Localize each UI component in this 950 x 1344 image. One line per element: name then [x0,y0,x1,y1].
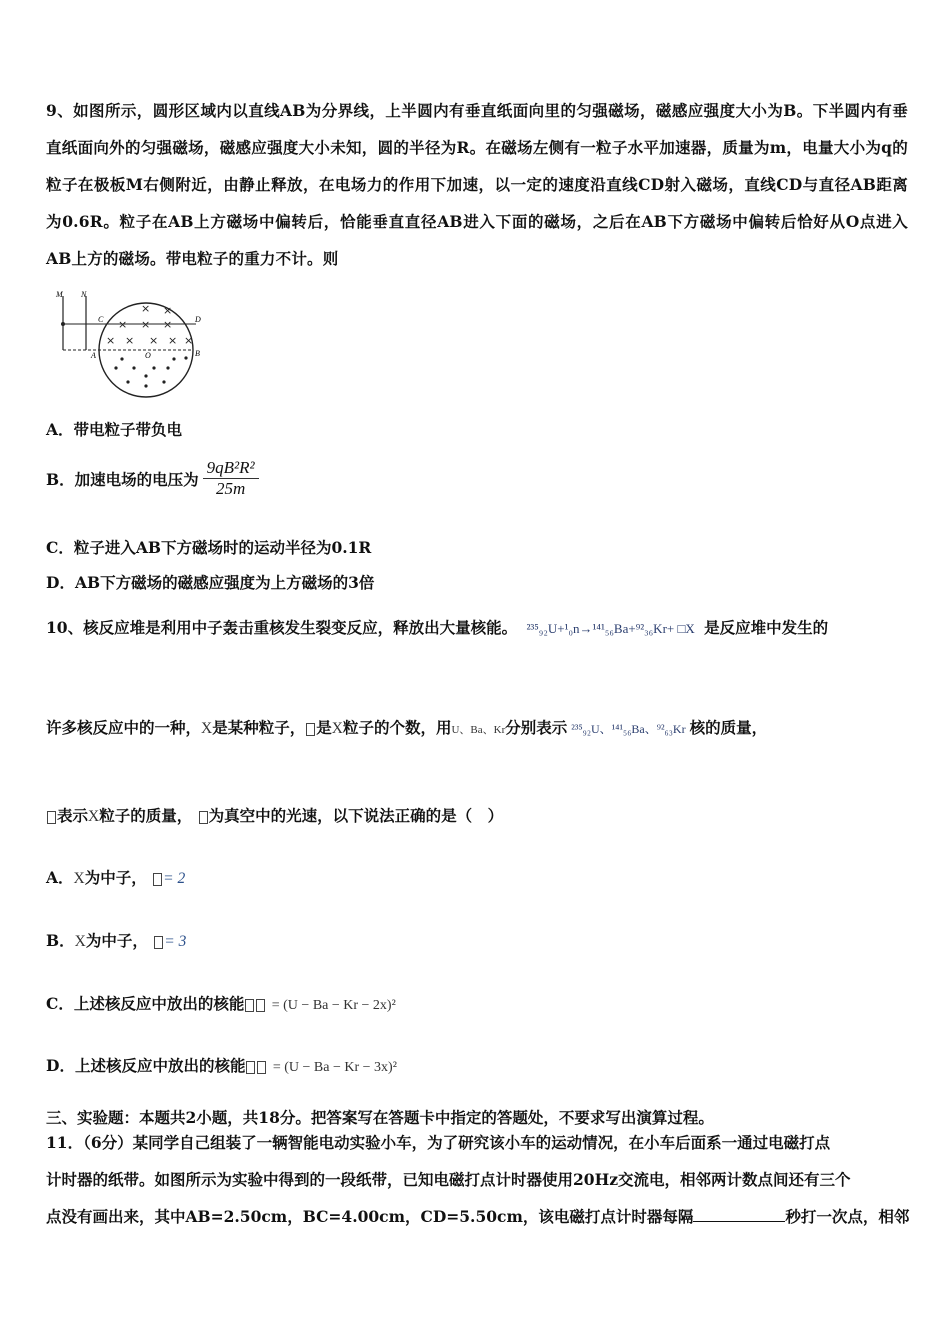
svg-text:×: × [184,334,194,347]
q10-line1 [46,616,828,638]
option-math: = (U − Ba − Kr − 3x)² [272,1060,397,1075]
fraction-denominator: 25m [215,479,246,498]
option-math: = (U − Ba − Kr − 2x)² [271,998,396,1013]
fraction-numerator: 9qB²R² [203,458,259,479]
nuclide-list: ²³⁵₉₂U、¹⁴¹₅₆Ba、⁹²₆₃Kr [571,722,686,736]
placeholder-symbol [246,1061,255,1074]
q10-line1-suffix: 是反应堆中发生的 [704,618,829,637]
nuclear-equation: ²³⁵₉₂U+¹₀n→¹⁴¹₅₆Ba+⁹²₃₆Kr+ □X [526,621,695,636]
section3-header: 三、实验题：本题共2小题，共18分。把答案写在答题卡中指定的答题处，不要求写出演算过程。 [46,1108,714,1127]
svg-text:×: × [149,334,159,347]
svg-text:×: × [168,334,178,347]
q10-line1-text: 10、核反应堆是利用中子轰击重核发生裂变反应，释放出大量核能。 [46,618,518,637]
placeholder-symbol [199,811,208,824]
label-N: N [81,290,87,299]
svg-text:×: × [163,318,173,331]
q10-line2-mid: 是某种粒子， [212,718,306,737]
q10-line3 [46,804,503,826]
placeholder-symbol [256,999,265,1012]
q10-line2-mid4: 分别表示 [505,718,568,737]
q10-line3-b: 粒子的质量， [99,806,193,825]
answer-blank[interactable] [693,1207,785,1222]
option-math: = 3 [164,933,187,950]
q10-line2 [46,716,767,738]
q11-line1: 11．（6分）某同学自己组装了一辆智能电动实验小车，为了研究该小车的运动情况，在小车后面系一通过电磁打点 [46,1133,831,1152]
label-C: C [98,315,104,324]
field-out-of-page-marks [114,356,187,387]
mass-symbols: U、Ba、Kr [451,724,506,736]
option-text: 为中子， [85,931,148,950]
q9-option-a: A．带电粒子带负电 [46,420,183,439]
magnetic-field-figure [46,284,216,404]
label-D: D [195,315,201,324]
symbol-x-3: X [88,808,100,825]
option-text: D．上述核反应中放出的核能 [46,1056,246,1075]
svg-text:×: × [106,334,116,347]
q9-option-d: D．AB下方磁场的磁感应强度为上方磁场的3倍 [46,573,375,592]
q11-line3 [46,1205,909,1227]
q9-option-b-fraction [203,458,259,499]
placeholder-symbol [306,723,315,736]
option-label: A． [46,868,74,887]
symbol-x-2: X [331,720,343,737]
svg-text:×: × [141,302,151,315]
placeholder-symbol [154,936,163,949]
symbol-x: X [74,933,86,950]
symbol-x: X [201,720,213,737]
svg-text:×: × [163,304,173,317]
option-label: B． [46,931,75,950]
q10-option-c [46,992,396,1014]
placeholder-symbol [245,999,254,1012]
q11-line3-a: 点没有画出来，其中AB=2.50cm，BC=4.00cm，CD=5.50cm，该电磁打点计时器每隔 [46,1207,694,1226]
q10-line2-mid2: 是 [316,718,332,737]
q10-line3-a: 表示 [57,806,89,825]
q9-option-c: C．粒子进入AB下方磁场时的运动半径为0.1R [46,538,372,557]
symbol-x: X [73,870,85,887]
q9-stem: 9、如图所示，圆形区域内以直线AB为分界线，上半圆内有垂直纸面向里的匀强磁场，磁感应强度大小为B。下半圆内有垂直纸面向外的匀强磁场，磁感应强度大小未知，圆的半径为R。在磁场左侧有一粒子水平加速器，质量为m，电量大小为q的粒子在极板M右侧附近，由静止释放，在电场力的作用下加速，以一定的速度沿直线CD射入磁场，直线CD与直径AB距离为0.6R。粒子在AB上方磁场中偏转后，恰能垂直直径AB进入下面的磁场，之后在AB下方磁场中偏转后恰好从O点进入AB上方的磁场。带电粒子的重力不计。则 [46,101,908,268]
q10-option-d [46,1054,397,1076]
q10-line3-c: 为真空中的光速，以下说法正确的是（ ） [208,806,504,825]
placeholder-symbol [153,873,162,886]
svg-text:×: × [141,318,151,331]
svg-text:×: × [125,334,135,347]
q10-line2-text: 许多核反应中的一种， [46,718,202,737]
q9-option-b-text: B．加速电场的电压为 [46,469,199,489]
option-math: = 2 [163,870,186,887]
q11-line2: 计时器的纸带。如图所示为实验中得到的一段纸带，已知电磁打点计时器使用20Hz交流电，相邻两计数点间还有三个 [46,1170,851,1189]
q10-option-b [46,929,186,951]
q10-line2-mid3: 粒子的个数，用 [342,718,452,737]
option-text: C．上述核反应中放出的核能 [46,994,245,1013]
q9-option-b [46,458,259,499]
svg-text:×: × [118,318,128,331]
q11-line3-b: 秒打一次点，相邻 [785,1207,910,1226]
label-M: M [56,290,63,299]
placeholder-symbol [257,1061,266,1074]
label-A: A [91,351,96,360]
label-B: B [195,349,200,358]
q10-option-a [46,866,185,888]
label-O: O [145,351,151,360]
placeholder-symbol [47,811,56,824]
option-text: 为中子， [84,868,147,887]
q10-line2-suffix: 核的质量， [689,718,768,737]
